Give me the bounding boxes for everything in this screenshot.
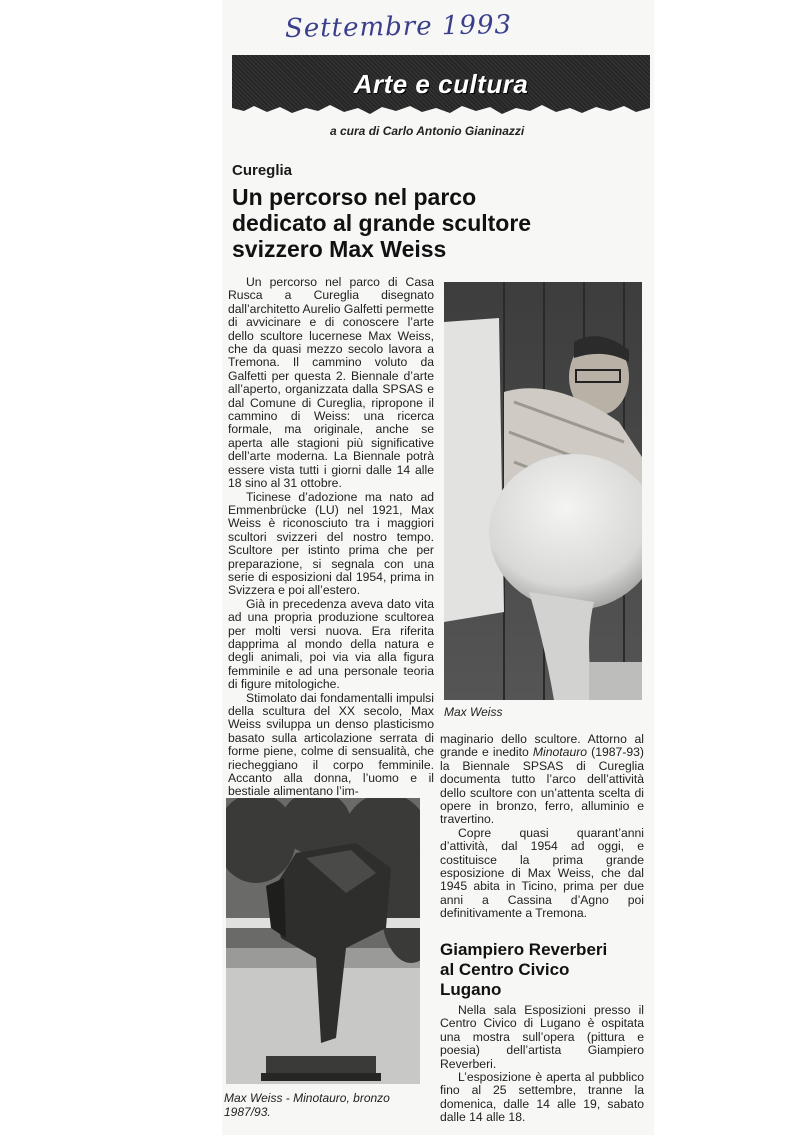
headline-line: dedicato al grande scultore [232,210,532,236]
body-paragraph: L’esposizione è aperta al pubblico fino al 25 settembre, tranne la domenica, dalle 14 alle 19, sabato dalle 14 alle 18. [440,1070,644,1125]
article-kicker: Cureglia [232,162,293,179]
second-article-headline [440,940,650,1000]
byline: a cura di Carlo Antonio Gianinazzi [330,124,525,138]
body-paragraph [440,733,644,827]
body-paragraph: Copre quasi quarant’anni d’attività, dal 1954 ad oggi, e costituisce la prima grande esposizione di Max Weiss, che dal 1945 abita in Ticino, prima per due anni a Cassina d’Agno poi definitivamente a Tremona. [440,825,644,921]
body-paragraph: Già in precedenza aveva dato vita ad una propria produzione scultorea per molti versi nuova. Era riferita dapprima al mondo della natura e degli animali, poi via via alla figura femminile e ad una personale teoria di figure mitologiche. [228,596,434,692]
artwork-title: Minotauro [532,745,588,760]
body-paragraph: Ticinese d’adozione ma nato ad Emmenbrücke (LU) nel 1921, Max Weiss è riconosciuto tra i maggiori scultori svizzeri del nostro tempo. Scultore per istinto prima che per preparazione, si segnala con una serie di esposizioni dal 1954, prima in Svizzera e poi all’estero. [228,489,434,598]
headline-line: Lugano [440,980,502,999]
sculptor-photo [444,282,642,700]
photo-caption: Max Weiss - Minotauro, bronzo 1987/93. [224,1091,390,1119]
body-paragraph: Un percorso nel parco di Casa Rusca a Cureglia disegnato dall’architetto Aurelio Galfetti permette di avvicinare e di conoscere l’arte dello scultore lucernese Max Weiss, che da quasi mezzo secolo lavora a Tremona. Il cammino voluto da Galfetti per questa 2. Biennale d’arte all’aperto, organizzata dalla SPSAS e dal Comune di Cureglia, ripropone il cammino di Weiss: una ricerca formale, ma originale, anche se aperta alle stagioni più significative dell’arte moderna. La Biennale potrà essere vista tutti i giorni dalle 14 alle 18 sino al 31 ottobre. [228,275,434,491]
section-banner-title: Arte e cultura [353,69,529,99]
section-banner [232,55,650,115]
headline-line: svizzero Max Weiss [232,236,447,262]
torn-edge-decoration [232,102,650,116]
headline-line: Un percorso nel parco [232,184,477,210]
body-text: maginario dello scultore. Attorno al grande e inedito [440,732,644,760]
second-article-body [440,1004,644,1125]
body-paragraph: Stimolato dai fondamentalli impulsi della scultura del XX secolo, Max Weiss sviluppa un denso plasticismo basato sulla articolazione serrata di forme piene, colme di sensualità, che riecheggiano il corpo femminile. Accanto alla donna, l’uomo e il bestiale alimentano l’im- [228,690,434,799]
article-headline [232,184,632,262]
headline-line: Giampiero Reverberi [440,940,608,959]
handwritten-date: Settembre 1993 [284,10,513,44]
article-body-left-column [228,276,434,799]
headline-line: al Centro Civico [440,960,570,979]
body-paragraph: Nella sala Esposizioni presso il Centro Civico di Lugano è ospitata una mostra sull’opera (pittura e poesia) dell’artista Giampiero Reverberi. [440,1003,644,1071]
body-text: (1987-93) la Biennale SPSAS di Cureglia documenta tutto l’arco dell’attività dello scultore con un’attenta scelta di opere in bronzo, ferro, alluminio e travertino. [440,745,644,827]
minotauro-sculpture-photo [226,798,420,1084]
photo-caption: Max Weiss [444,705,503,719]
article-body-right-column [440,733,644,921]
